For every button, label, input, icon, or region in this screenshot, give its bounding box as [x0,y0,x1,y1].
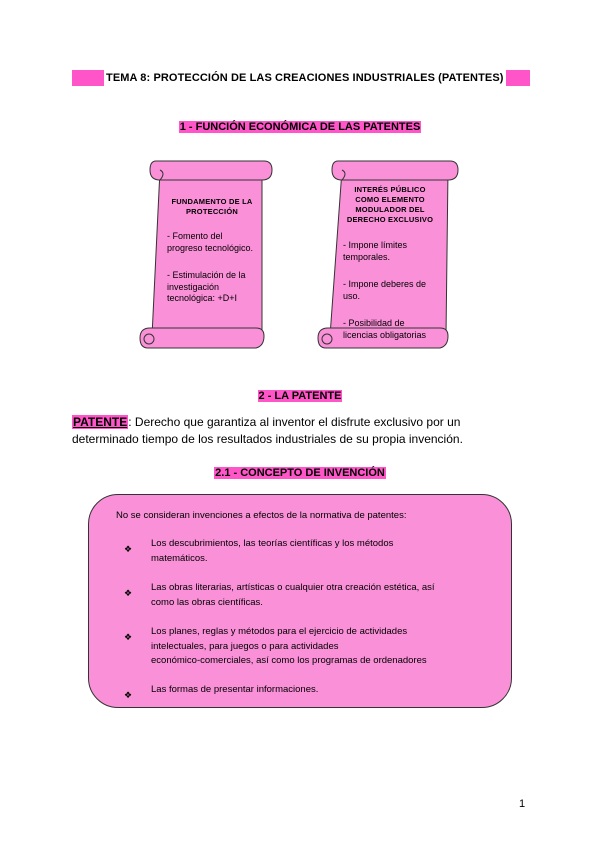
scroll-left-heading-line: PROTECCIÓN [185,207,238,216]
invention-item-line: Los descubrimientos, las teorías científicas y los métodos [151,538,394,549]
invention-item-3 [151,625,491,669]
scroll-left-item-line: - Estimulación de la [167,270,246,280]
title-highlight-left [72,70,106,86]
bullet-glyph: ❖ [124,632,133,642]
bullet-glyph: ❖ [124,690,133,700]
section-2-heading-wrap [0,386,600,404]
scroll-right-heading-line: DERECHO EXCLUSIVO [346,215,434,224]
patente-definition-line-2: determinado tiempo de los resultados industriales de su propia invención. [72,432,463,446]
section-1-heading-wrap [0,117,600,135]
scroll-left-item-line: progreso tecnológico. [167,242,254,253]
invention-item-line: como las obras científicas. [151,596,263,608]
invention-item-line: Los planes, reglas y métodos para el ejercicio de actividades [151,626,408,637]
scroll-right-heading-line: MODULADOR DEL [355,205,425,214]
section-2-heading: 2 - LA PATENTE [258,390,342,402]
scroll-right-item-2 [343,279,448,302]
scroll-right-item-line: uso. [343,290,361,301]
invention-item-line: Las obras literarias, artísticas o cualquier otra creación estética, así [151,582,435,593]
invention-item-line: económico-comerciales, así como los programas de ordenadores [151,655,427,666]
section-2-1-heading-wrap [0,463,600,481]
bullet-glyph: ❖ [124,544,133,554]
scroll-left-heading-line: FUNDAMENTO DE LA [171,197,253,206]
scroll-left-item-2 [167,270,267,305]
invention-item-1 [151,537,491,566]
page-number: 1 [519,798,526,810]
bullet-icon [124,539,132,557]
scroll-right-item-line: - Impone límites [343,240,408,250]
scroll-left-item-line: - Fomento del [167,231,223,241]
scroll-left-item-1 [167,231,267,254]
scroll-right-item-line: temporales. [343,251,391,262]
bullet-glyph: ❖ [124,588,133,598]
scroll-right-item-3 [343,318,448,341]
scroll-left-item-line: tecnológica: +D+I [167,293,238,303]
scroll-left-shape [138,158,274,358]
scroll-right-item-line: licencias obligatorias [343,329,427,340]
title-bar [72,70,530,86]
scroll-right-item-line: - Impone deberes de [343,279,427,289]
scroll-left-heading [162,197,262,217]
scroll-right-heading-line: INTERÉS PÚBLICO [354,185,426,194]
invention-item-2 [151,581,491,610]
patente-definition-line-1 [72,414,542,431]
scroll-right-heading [340,185,440,225]
invention-item-line: matemáticos. [151,552,208,564]
scroll-right-heading-line: COMO ELEMENTO [355,195,425,204]
scroll-right-item-1 [343,240,448,263]
section-1-heading: 1 - FUNCIÓN ECONÓMICA DE LAS PATENTES [179,121,421,133]
page-title: TEMA 8: PROTECCIÓN DE LAS CREACIONES INDUSTRIALES (PATENTES) [106,72,504,84]
invention-item-line: intelectuales, para juegos o para actividades [151,640,339,652]
scroll-left-item-line: investigación [167,281,220,292]
invention-intro: No se consideran invenciones a efectos de la normativa de patentes: [116,510,407,521]
bullet-icon [124,627,132,645]
patente-definition [72,414,542,448]
scroll-right-item-line: - Posibilidad de [343,318,405,328]
bullet-icon [124,685,132,703]
bullet-icon [124,583,132,601]
invention-item-4 [151,683,491,698]
patente-term: PATENTE [73,415,128,429]
invention-item-line: Las formas de presentar informaciones. [151,684,319,695]
section-2-1-heading: 2.1 - CONCEPTO DE INVENCIÓN [215,467,385,479]
patente-definition-text-1: : Derecho que garantiza al inventor el disfrute exclusivo por un [128,415,461,429]
